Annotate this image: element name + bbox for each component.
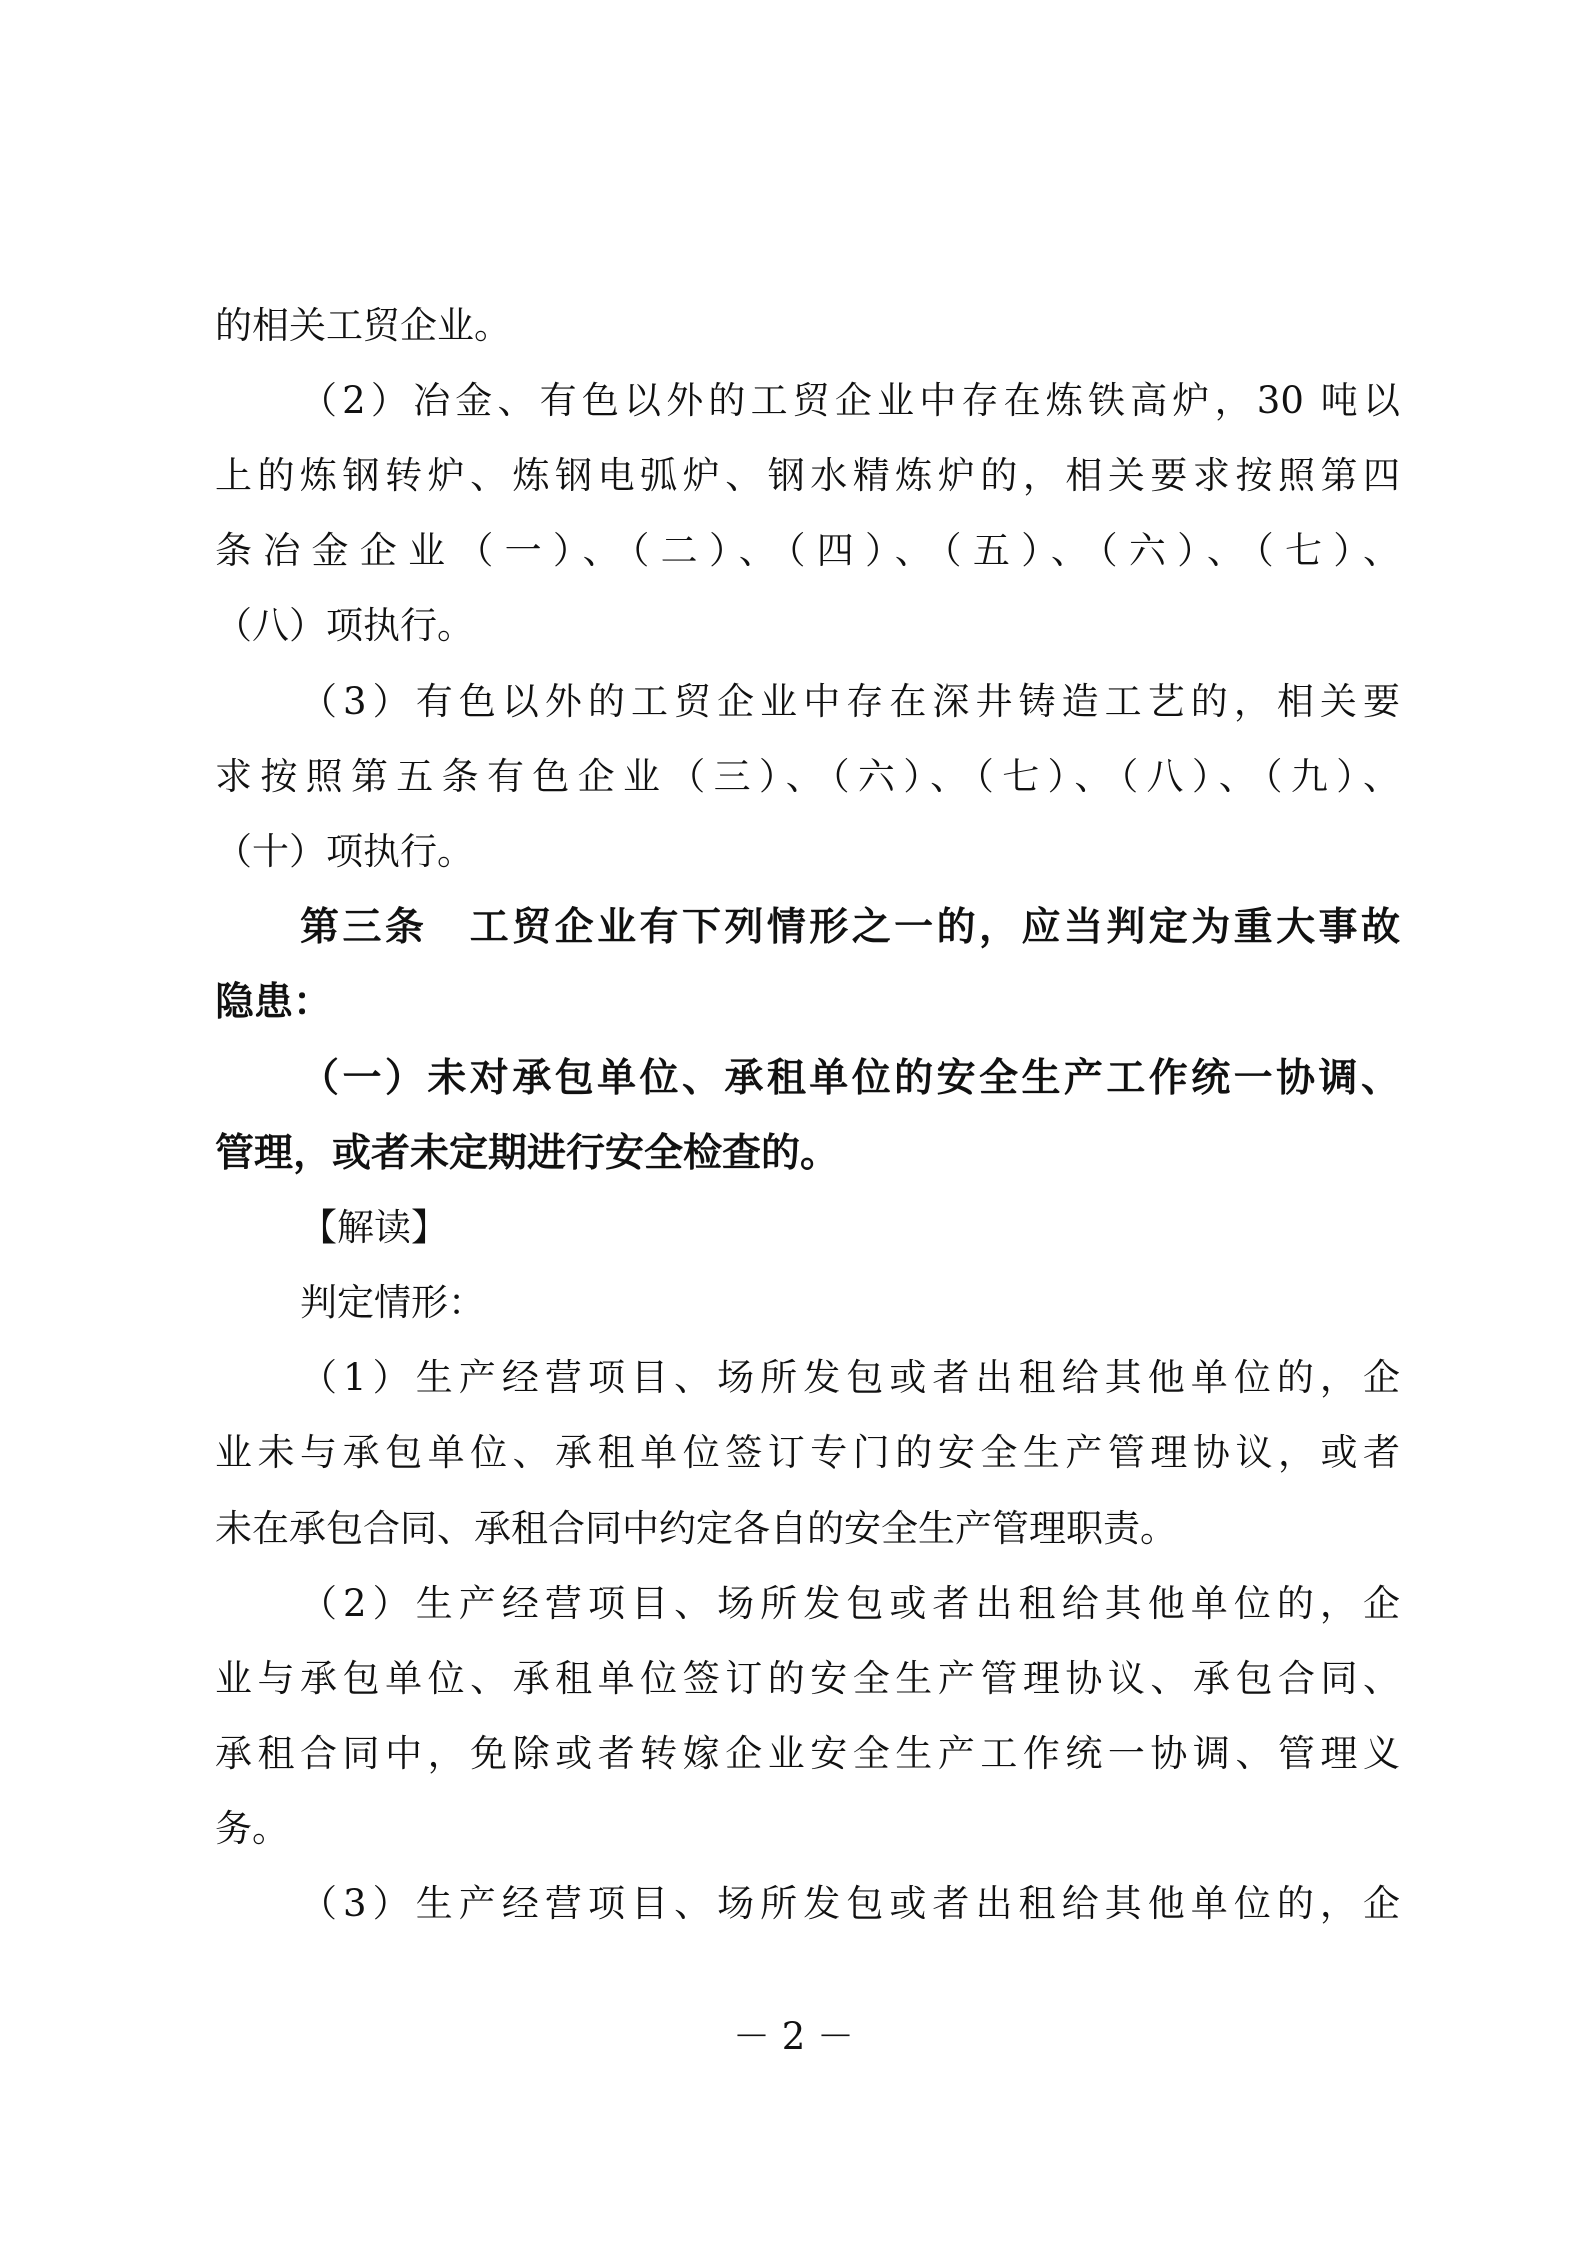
- page-number: － 2 －: [732, 2015, 855, 2058]
- text-line: （2）生产经营项目、场所发包或者出租给其他单位的，企: [300, 1582, 1400, 1625]
- text-line: （2）冶金、有色以外的工贸企业中存在炼铁高炉，30 吨以: [300, 379, 1400, 422]
- text-line: 的相关工贸企业。: [215, 304, 511, 347]
- text-line: （3）生产经营项目、场所发包或者出租给其他单位的，企: [300, 1882, 1400, 1925]
- text-line: （十）项执行。: [215, 830, 474, 873]
- section-label: 【解读】: [300, 1206, 448, 1249]
- text-line: 未在承包合同、承租合同中约定各自的安全生产管理职责。: [215, 1507, 1177, 1550]
- text-line: 务。: [215, 1807, 289, 1850]
- sub-heading: 判定情形：: [300, 1281, 485, 1324]
- text-line: 业未与承包单位、承租单位签订专门的安全生产管理协议，或者: [215, 1431, 1400, 1474]
- text-line: （八）项执行。: [215, 604, 474, 647]
- clause-line: 管理，或者未定期进行安全检查的。: [215, 1130, 840, 1176]
- article-heading: 第三条 工贸企业有下列情形之一的，应当判定为重大事故: [300, 904, 1400, 950]
- article-heading-cont: 隐患：: [215, 979, 333, 1025]
- text-line: 业与承包单位、承租单位签订的安全生产管理协议、承包合同、: [215, 1657, 1400, 1700]
- clause-line: （一）未对承包单位、承租单位的安全生产工作统一协调、: [300, 1055, 1400, 1101]
- text-line: 承租合同中，免除或者转嫁企业安全生产工作统一协调、管理义: [215, 1732, 1400, 1775]
- text-line: （3）有色以外的工贸企业中存在深井铸造工艺的，相关要: [300, 680, 1400, 723]
- text-line: 上的炼钢转炉、炼钢电弧炉、钢水精炼炉的，相关要求按照第四: [215, 454, 1400, 497]
- text-line: 条冶金企业（一）、（二）、（四）、（五）、（六）、（七）、: [215, 529, 1400, 572]
- text-line: （1）生产经营项目、场所发包或者出租给其他单位的，企: [300, 1356, 1400, 1399]
- text-line: 求按照第五条有色企业（三）、（六）、（七）、（八）、（九）、: [215, 755, 1400, 798]
